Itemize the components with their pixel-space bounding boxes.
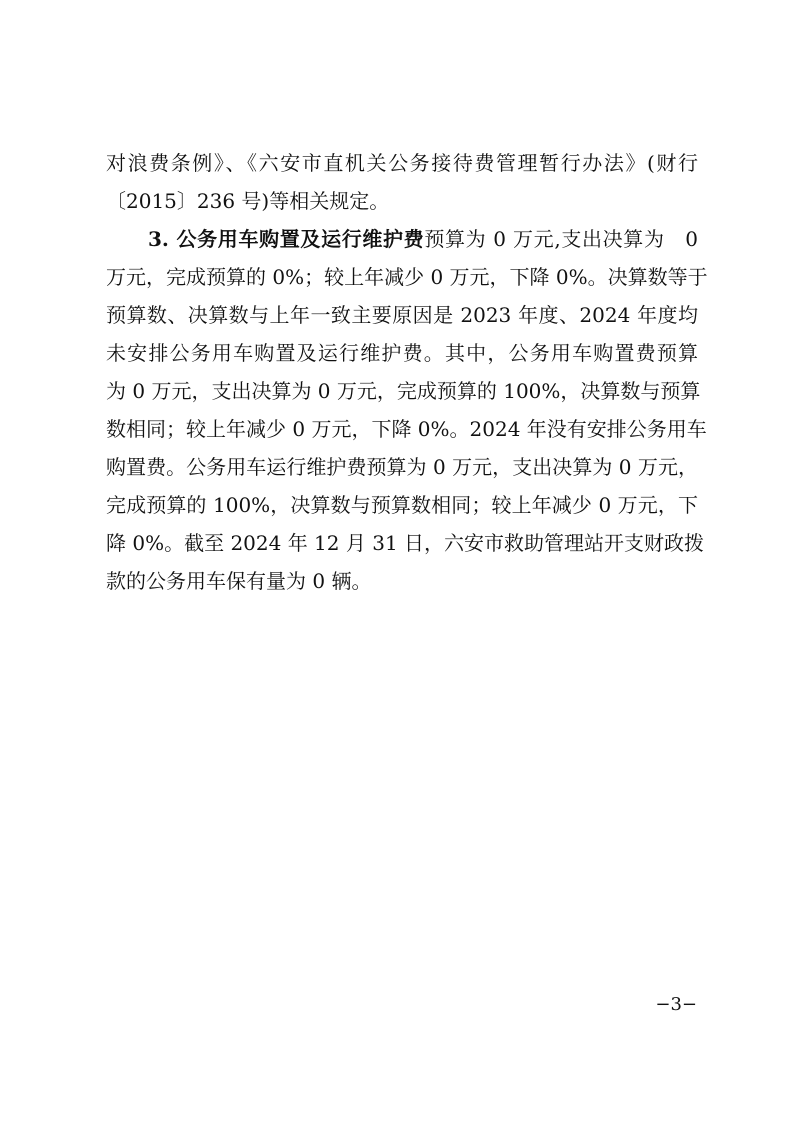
section-3-first-line-text: 预算为 0 万元,支出决算为 0 xyxy=(424,227,698,251)
body-line-10: 完成预算的 100%，决算数与预算数相同；较上年减少 0 万元，下 xyxy=(106,493,698,517)
body-line-9: 购置费。公务用车运行维护费预算为 0 万元，支出决算为 0 万元， xyxy=(106,455,698,479)
body-line-11: 降 0%。截至 2024 年 12 月 31 日，六安市救助管理站开支财政拨 xyxy=(106,531,705,555)
body-line-12: 款的公务用车保有量为 0 辆。 xyxy=(106,569,372,593)
body-line-6: 未安排公务用车购置及运行维护费。其中，公务用车购置费预算 xyxy=(106,341,698,365)
body-line-1: 对浪费条例》、《六安市直机关公务接待费管理暂行办法》(财行 xyxy=(106,151,698,175)
body-line-4: 万元，完成预算的 0%；较上年减少 0 万元，下降 0%。决算数等于 xyxy=(106,265,708,289)
section-3-heading: 3. 公务用车购置及运行维护费 xyxy=(148,227,425,251)
body-line-7: 为 0 万元，支出决算为 0 万元，完成预算的 100%，决算数与预算 xyxy=(106,379,701,403)
body-line-2: 〔2015〕236 号)等相关规定。 xyxy=(106,189,390,213)
body-line-8: 数相同；较上年减少 0 万元，下降 0%。2024 年没有安排公务用车 xyxy=(106,417,707,441)
page-number: −3− xyxy=(655,994,697,1015)
section-3-first-line xyxy=(148,224,698,254)
body-line-5: 预算数、决算数与上年一致主要原因是 2023 年度、2024 年度均 xyxy=(106,303,698,327)
